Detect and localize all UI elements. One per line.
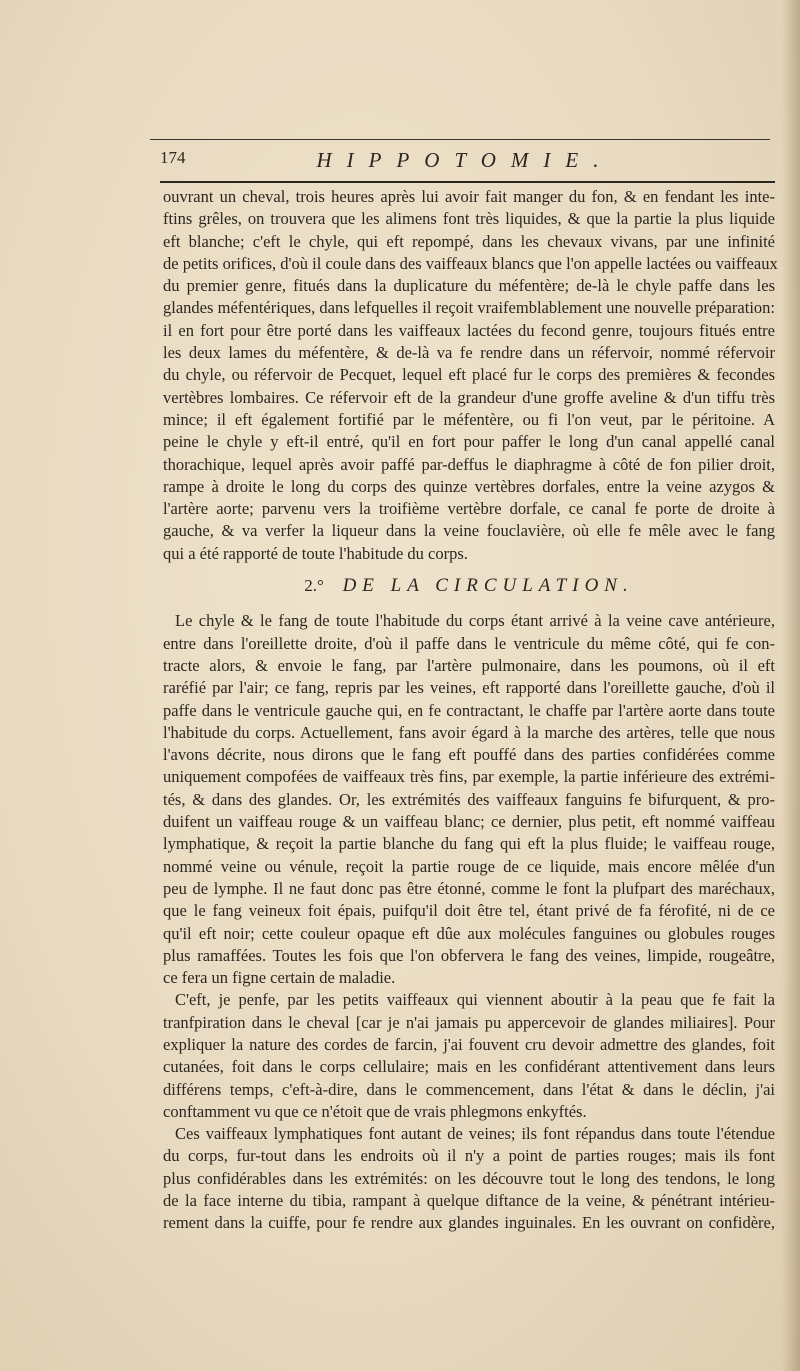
text-line: différens temps, c'eft-à-dire, dans le commencement, dans l'état & dans le déclin, j'ai	[163, 1079, 775, 1099]
text-line: de la face interne du tibia, rampant à quelque diftance de la veine, & pénétrant intérieu-	[163, 1191, 775, 1211]
text-line: paffe dans le ventricule gauche qui, en fe contractant, le chaffe par l'artère aorte dans toute	[163, 700, 775, 720]
section-number: 2.°	[304, 576, 324, 596]
page-number: 174	[160, 148, 186, 167]
text-line: plus confidérables dans les extrémités: on les découvre tout le long des tendons, le long	[163, 1168, 775, 1188]
text-line: gauche, & va verfer la liqueur dans la veine fouclavière, où elle fe mêle avec le fang	[163, 521, 775, 541]
text-line: peu de lymphe. Il ne faut donc pas être étonné, comme le font la plufpart des maréchaux,	[163, 878, 775, 898]
text-line: uniquement compofées de vaiffeaux très fins, par exemple, la partie inférieure des extrémi-	[163, 767, 775, 787]
text-line: tracte alors, & envoie le fang, par l'artère pulmonaire, dans les poumons, où il eft	[163, 655, 775, 675]
text-line: duifent un vaiffeau rouge & un vaiffeau blanc; ce dernier, plus petit, eft nommé vaiffeau	[163, 812, 775, 832]
text-line: mince; il eft également fortifié par le méfentère, ou fi l'on veut, par le péritoine. A	[163, 409, 775, 429]
text-line: Le chyle & le fang de toute l'habitude du corps étant arrivé à la veine cave antérieure,	[175, 611, 775, 631]
text-line: plus ramaffées. Toutes les fois que l'on obfervera le fang des veines, limpide, rougeâtre,	[163, 945, 775, 965]
text-line: l'avons décrite, nous dirons que le fang eft pouffé dans des parties confidérées comme	[163, 745, 775, 765]
text-line: conftamment vu que ce n'étoit que de vrais phlegmons enkyftés.	[163, 1101, 587, 1121]
text-line: que le fang veineux foit épais, puifqu'il doit être tel, étant privé de fa férofité, ni de ce	[163, 901, 775, 921]
text-line: lymphatique, & reçoit la partie blanche du fang qui eft la plus fluide; le vaiffeau rouge,	[163, 834, 775, 854]
text-line: de petits orifices, d'où il coule dans des vaiffeaux blancs que l'on appelle lactées ou vaiffeaux	[163, 253, 778, 273]
page-edge-shadow	[782, 0, 800, 1371]
text-line: raréfié par l'air; ce fang, repris par les veines, eft rapporté dans l'oreillette gauche, d'où il	[163, 678, 775, 698]
text-line: tés, & dans des glandes. Or, les extrémités des vaiffeaux fanguins fe bifurquent, & pro-	[163, 789, 775, 809]
text-line: peine le chyle y eft-il entré, qu'il en fort pour paffer le long d'un canal appellé canal	[163, 432, 775, 452]
text-line: tranfpiration dans le cheval [car je n'ai jamais pu appercevoir de glandes miliaires]. Pour	[163, 1012, 775, 1032]
text-line: l'habitude du corps. Actuellement, fans avoir égard à la marche des artères, telle que nous	[163, 722, 775, 742]
text-line: expliquer la nature des cordes de farcin, j'ai fouvent cru devoir admettre des glandes, foit	[163, 1034, 775, 1054]
text-line: il en fort pour être porté dans les vaiffeaux lactées du fecond genre, toujours fitués entre	[163, 320, 775, 340]
section-heading	[163, 565, 775, 610]
text-line: vertèbres lombaires. Ce réfervoir eft de la grandeur d'une groffe aveline & d'un tiffu très	[163, 387, 775, 407]
paragraph-transpiration	[163, 989, 775, 1123]
paragraph-lymphatics	[163, 1123, 775, 1234]
header-rule	[160, 181, 775, 183]
text-line: ftins grêles, on trouvera que les alimens font très liquides, & que la partie la plus liquide	[163, 209, 775, 229]
text-line: ce fera un figne certain de maladie.	[163, 968, 396, 988]
text-line: nommé veine ou vénule, reçoit la partie rouge de ce liquide, mais encore mêlée d'un	[163, 856, 775, 876]
text-line: les deux lames du méfentère, & de-là va fe rendre dans un réfervoir, nommé réfervoir	[163, 343, 775, 363]
paragraph-chyle	[163, 186, 778, 565]
section-title: DE LA CIRCULATION.	[342, 575, 634, 597]
text-line: du corps, fur-tout dans les endroits où il n'y a point de parties rouges; mais ils font	[163, 1146, 775, 1166]
text-line: qu'il eft noir; cette couleur opaque eft dûe aux molécules fanguines ou globules rouges	[163, 923, 775, 943]
text-line: rement dans la cuiffe, pour fe rendre aux glandes inguinales. En les ouvrant on confidère,	[163, 1213, 775, 1233]
running-head	[160, 148, 770, 182]
text-line: du chyle, ou réfervoir de Pecquet, lequel eft placé fur le corps des premières & fecondes	[163, 365, 775, 385]
text-line: glandes méfentériques, dans lefquelles il reçoit vraifemblablement une nouvelle préparation:	[163, 298, 775, 318]
text-line: entre dans l'oreillette droite, d'où il paffe dans le ventricule du même côté, qui fe con-	[163, 633, 775, 653]
body-text	[163, 186, 778, 1235]
text-line: C'eft, je penfe, par les petits vaiffeaux qui viennent aboutir à la peau que fe fait la	[175, 990, 775, 1010]
text-line: du premier genre, fitués dans la duplicature du méfentère; de-là le chyle paffe dans les	[163, 276, 775, 296]
text-line: ouvrant un cheval, trois heures après lui avoir fait manger du fon, & en fendant les inte-	[163, 187, 775, 206]
text-line: eft blanche; c'eft le chyle, qui eft repompé, dans les chevaux vivans, par une infinité	[163, 231, 775, 251]
running-title: HIPPOTOMIE.	[316, 148, 614, 172]
text-line: Ces vaiffeaux lymphatiques font autant de veines; ils font répandus dans toute l'étendue	[175, 1124, 775, 1144]
text-line: qui a été rapporté de toute l'habitude du corps.	[163, 543, 468, 563]
text-line: thorachique, lequel après avoir paffé par-deffus le diaphragme à côté de fon pilier droit,	[163, 454, 775, 474]
text-line: rampe à droite le long du corps des quinze vertèbres dorfales, entre la veine azygos &	[163, 476, 775, 496]
top-rule	[150, 139, 770, 140]
paragraph-circulation	[163, 610, 775, 989]
text-line: cutanées, foit dans le corps cellulaire; mais en les confidérant attentivement dans leurs	[163, 1057, 775, 1077]
text-line: l'artère aorte; parvenu vers la troifième vertèbre dorfale, ce canal fe porte de droite à	[163, 499, 775, 519]
